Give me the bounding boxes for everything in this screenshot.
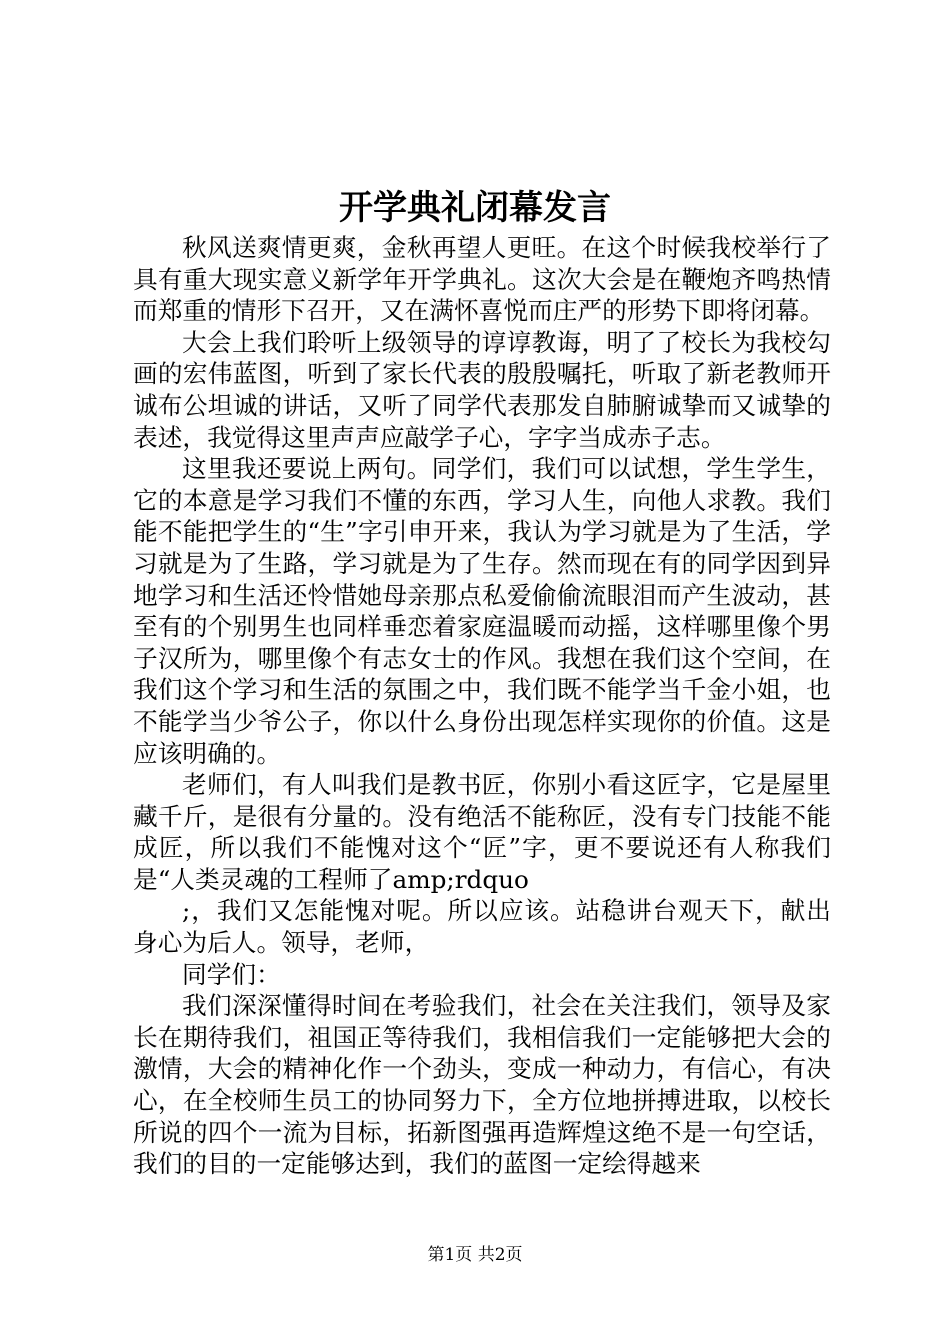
paragraph-5: ;，我们又怎能愧对呢。所以应该。站稳讲台观天下，献出身心为后人。领导，老师，: [133, 896, 831, 958]
paragraph-3: 这里我还要说上两句。同学们，我们可以试想，学生学生，它的本意是学习我们不懂的东西，学习人生，向他人求教。我们能不能把学生的“生”字引申开来，我认为学习就是为了生活，学习就是为了生路，学习就是为了生存。然而现在有的同学因到异地学习和生活还怜惜她母亲那点私爱偷偷流眼泪而产生波动，甚至有的个别男生也同样垂恋着家庭温暖而动摇，这样哪里像个男子汉所为，哪里像个有志女士的作风。我想在我们这个空间，在我们这个学习和生活的氛围之中，我们既不能学当千金小姐，也不能学当少爷公子，你以什么身份出现怎样实现你的价值。这是应该明确的。: [133, 454, 831, 768]
page-number-footer: 第1页 共2页: [427, 1245, 523, 1265]
paragraph-1: 秋风送爽情更爽，金秋再望人更旺。在这个时候我校举行了具有重大现实意义新学年开学典礼。这次大会是在鞭炮齐鸣热情而郑重的情形下召开，又在满怀喜悦而庄严的形势下即将闭幕。: [133, 233, 831, 326]
paragraph-7: 我们深深懂得时间在考验我们，社会在关注我们，领导及家长在期待我们，祖国正等待我们，我相信我们一定能够把大会的激情，大会的精神化作一个劲头，变成一种动力，有信心，有决心，在全校师生员工的协同努力下，全方位地拼搏进取，以校长所说的四个一流为目标，拓新图强再造辉煌这绝不是一句空话，我们的目的一定能够达到，我们的蓝图一定绘得越来: [133, 991, 831, 1179]
paragraph-6: 同学们：: [182, 959, 281, 989]
document-body: [133, 232, 831, 1180]
document-title: 开学典礼闭幕发言: [339, 188, 611, 228]
paragraph-2: 大会上我们聆听上级领导的谆谆教诲，明了了校长为我校勾画的宏伟蓝图，听到了家长代表的殷殷嘱托，听取了新老教师开诚布公坦诚的讲话，又听了同学代表那发自肺腑诚挚而又诚挚的表述，我觉得这里声声应敲学子心，字字当成赤子志。: [133, 327, 831, 452]
paragraph-4: 老师们，有人叫我们是教书匠，你别小看这匠字，它是屋里藏千斤，是很有分量的。没有绝活不能称匠，没有专门技能不能成匠，所以我们不能愧对这个“匠”字，更不要说还有人称我们是“人类灵魂的工程师了amp;rdquo: [133, 770, 831, 894]
